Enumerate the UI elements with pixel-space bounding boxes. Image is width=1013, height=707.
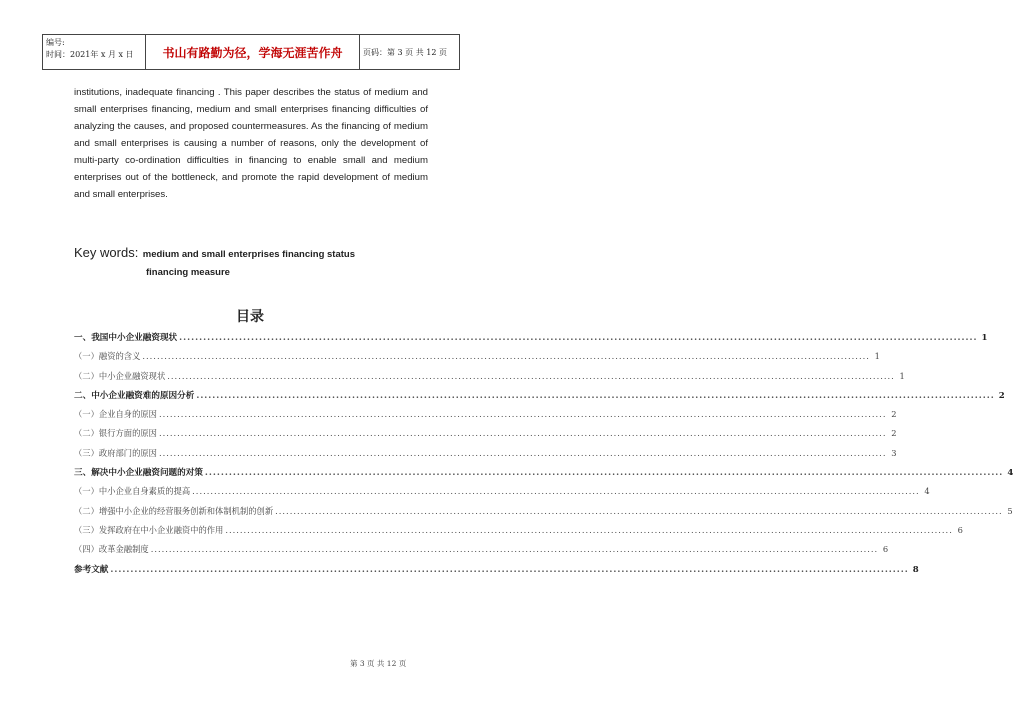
keywords-line-2: financing measure [146,267,230,278]
toc-entry-text: 一、我国中小企业融资现状 [74,333,178,343]
toc-entry[interactable] [74,466,1013,485]
table-of-contents [74,331,1013,582]
toc-entry-page: 8 [912,564,919,575]
header-meta [43,35,146,69]
header-motto: 书山有路勤为径，学海无涯苦作舟 [146,35,360,69]
toc-entry[interactable] [74,447,897,466]
toc-leader-dots: ........................................................................................................................................................................................................ [167,370,895,381]
toc-entry-text: （一）企业自身的原因 [74,409,157,420]
toc-entry-page: 2 [891,409,897,420]
toc-entry-page: 4 [924,486,930,497]
header-page-info: 页码：第 3 页 共 12 页 [363,47,447,57]
document-date: 时间：2021年 x 月 x 日 [46,50,134,59]
toc-entry-page: 5 [1007,505,1013,516]
toc-leader-dots: ........................................................................................................................................................................................................ [225,524,953,535]
keywords-label: Key words: [74,245,139,260]
toc-title: 目录 [236,309,264,325]
toc-entry-page: 4 [1007,468,1013,479]
toc-entry-text: （四）改革金融制度 [74,544,149,555]
toc-entry-text: （一）融资的含义 [74,351,141,362]
page-footer: 第 3 页 共 12 页 [350,659,407,668]
keywords-block [74,244,434,278]
toc-entry-text: （三）发挥政府在中小企业融资中的作用 [74,524,224,535]
toc-entry[interactable] [74,389,1005,408]
toc-entry-text: （二）增强中小企业的经营服务创新和体制机制的创新 [74,505,274,516]
toc-leader-dots: ........................................................................................................................................................................................................ [110,564,909,575]
keywords-line-1: medium and small enterprises financing status [142,249,355,260]
toc-entry[interactable] [74,524,963,543]
toc-entry-page: 3 [891,447,897,458]
abstract-paragraph: institutions, inadequate financing . This paper describes the status of medium and small enterprises financing, medium and small enterprises financing difficulties of analyzing the causes, and proposed countermeasures. As the financing of medium and small enterprises is causing a number of reasons, only the development of multi-party co-ordination difficulties in financing to enable small and medium enterprises out of the bottleneck, and promote the rapid development of medium and small enterprises. [74,87,428,200]
toc-entry-text: （三）政府部门的原因 [74,447,157,458]
toc-leader-dots: ........................................................................................................................................................................................................ [150,544,879,555]
toc-entry[interactable] [74,350,880,369]
toc-entry[interactable] [74,331,988,350]
toc-entry[interactable] [74,408,897,427]
toc-entry-text: （一）中小企业自身素质的提高 [74,486,191,497]
toc-entry[interactable] [74,370,905,389]
toc-entry[interactable] [74,485,930,504]
toc-entry-page: 1 [899,370,905,381]
page-header [42,34,460,70]
toc-leader-dots: ........................................................................................................................................................................................................ [158,447,887,458]
toc-entry-text: 参考文献 [74,564,109,575]
toc-entry[interactable] [74,563,919,582]
toc-leader-dots: ........................................................................................................................................................................................................ [142,351,870,362]
toc-leader-dots: ........................................................................................................................................................................................................ [204,468,1004,479]
toc-entry-text: 三、解决中小企业融资问题的对策 [74,468,203,479]
toc-entry-page: 1 [874,351,880,362]
toc-entry[interactable] [74,543,889,562]
toc-leader-dots: ........................................................................................................................................................................................................ [158,409,887,420]
toc-leader-dots: ........................................................................................................................................................................................................ [179,333,978,343]
document-number-label: 编号: [46,38,65,47]
toc-entry-text: 二、中小企业融资难的原因分析 [74,390,195,401]
toc-entry-page: 6 [957,524,963,535]
toc-entry-page: 2 [891,428,897,439]
toc-entry-page: 2 [998,390,1005,401]
toc-entry[interactable] [74,505,1013,524]
toc-entry-page: 6 [882,544,889,555]
toc-leader-dots: ........................................................................................................................................................................................................ [196,390,995,401]
toc-entry[interactable] [74,427,897,446]
toc-entry-text: （二）银行方面的原因 [74,428,157,439]
toc-entry-page: 1 [981,333,988,343]
toc-leader-dots: ........................................................................................................................................................................................................ [158,428,887,439]
toc-leader-dots: ........................................................................................................................................................................................................ [192,486,920,497]
toc-entry-text: （二）中小企业融资现状 [74,370,166,381]
toc-leader-dots: ........................................................................................................................................................................................................ [275,505,1003,516]
